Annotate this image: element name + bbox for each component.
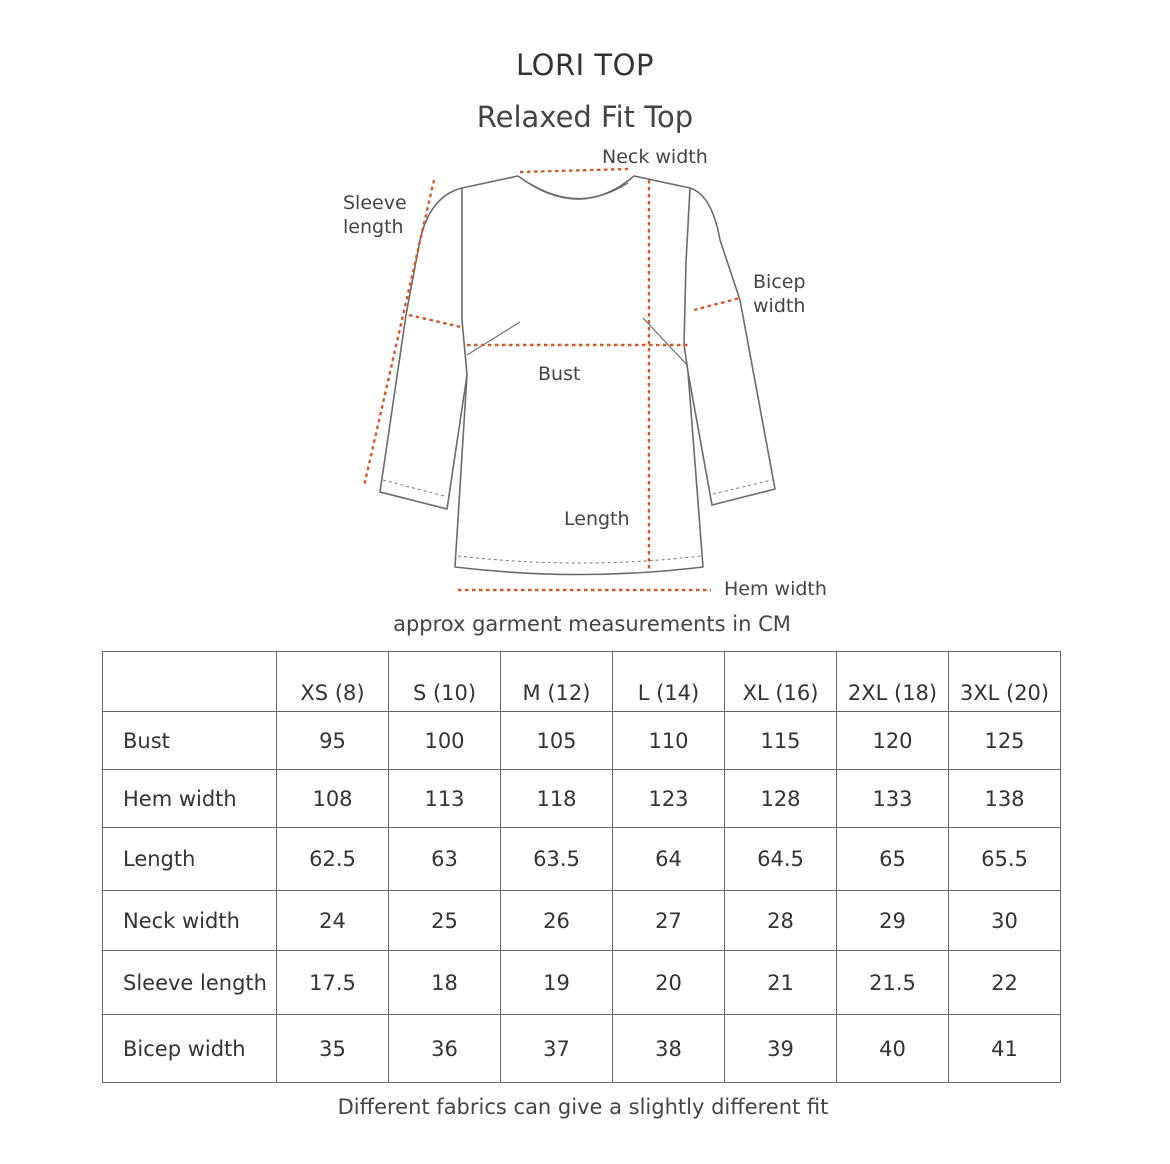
table-cell: 19 — [501, 951, 613, 1015]
size-header: S (10) — [389, 652, 501, 712]
table-cell: 41 — [949, 1015, 1061, 1083]
table-cell: 123 — [613, 770, 725, 828]
table-cell: 100 — [389, 712, 501, 770]
table-cell: 115 — [725, 712, 837, 770]
table-row — [103, 712, 1061, 770]
table-cell: 110 — [613, 712, 725, 770]
table-cell: 38 — [613, 1015, 725, 1083]
table-cell: 17.5 — [277, 951, 389, 1015]
table-cell: 95 — [277, 712, 389, 770]
bust-label: Bust — [538, 363, 581, 385]
fit-note: Different fabrics can give a slightly different fit — [337, 1095, 829, 1119]
hem-width-label: Hem width — [724, 578, 827, 600]
row-label: Sleeve length — [103, 951, 277, 1015]
neck-width-line — [520, 169, 628, 172]
size-table — [102, 651, 1061, 1083]
table-cell: 25 — [389, 891, 501, 951]
size-header: L (14) — [613, 652, 725, 712]
table-row — [103, 828, 1061, 891]
row-label: Neck width — [103, 891, 277, 951]
table-cell: 20 — [613, 951, 725, 1015]
table-cell: 113 — [389, 770, 501, 828]
row-label: Bust — [103, 712, 277, 770]
table-cell: 39 — [725, 1015, 837, 1083]
table-cell: 22 — [949, 951, 1061, 1015]
table-row — [103, 951, 1061, 1015]
neck-width-label: Neck width — [602, 146, 708, 168]
size-header: XL (16) — [725, 652, 837, 712]
sleeve-length-label-line1: Sleeve — [343, 192, 407, 214]
chart-title: LORI TOP — [516, 48, 654, 82]
bicep-width-line-right — [694, 298, 740, 310]
bicep-width-label-line1: Bicep — [753, 271, 806, 293]
bicep-width-line — [409, 315, 461, 327]
table-row — [103, 891, 1061, 951]
table-row — [103, 1015, 1061, 1083]
table-cell: 18 — [389, 951, 501, 1015]
chart-subtitle: Relaxed Fit Top — [476, 100, 694, 134]
row-label: Hem width — [103, 770, 277, 828]
length-label: Length — [564, 508, 630, 530]
size-header: M (12) — [501, 652, 613, 712]
table-row — [103, 770, 1061, 828]
table-cell: 27 — [613, 891, 725, 951]
table-cell: 120 — [837, 712, 949, 770]
table-cell: 40 — [837, 1015, 949, 1083]
table-cell: 64.5 — [725, 828, 837, 891]
measurement-caption: approx garment measurements in CM — [393, 612, 791, 636]
table-cell: 35 — [277, 1015, 389, 1083]
size-header: XS (8) — [277, 652, 389, 712]
table-cell: 125 — [949, 712, 1061, 770]
table-cell: 65.5 — [949, 828, 1061, 891]
row-label: Length — [103, 828, 277, 891]
table-cell: 65 — [837, 828, 949, 891]
table-cell: 26 — [501, 891, 613, 951]
table-cell: 133 — [837, 770, 949, 828]
size-header: 3XL (20) — [949, 652, 1061, 712]
table-cell: 63 — [389, 828, 501, 891]
table-cell: 36 — [389, 1015, 501, 1083]
size-header: 2XL (18) — [837, 652, 949, 712]
corner-cell — [103, 652, 277, 712]
row-label: Bicep width — [103, 1015, 277, 1083]
table-cell: 105 — [501, 712, 613, 770]
table-cell: 108 — [277, 770, 389, 828]
table-cell: 138 — [949, 770, 1061, 828]
table-cell: 21 — [725, 951, 837, 1015]
table-cell: 30 — [949, 891, 1061, 951]
table-cell: 62.5 — [277, 828, 389, 891]
table-cell: 21.5 — [837, 951, 949, 1015]
table-cell: 24 — [277, 891, 389, 951]
table-cell: 29 — [837, 891, 949, 951]
table-cell: 64 — [613, 828, 725, 891]
table-cell: 37 — [501, 1015, 613, 1083]
table-cell: 63.5 — [501, 828, 613, 891]
sleeve-length-label-line2: length — [343, 216, 404, 238]
table-cell: 118 — [501, 770, 613, 828]
table-cell: 28 — [725, 891, 837, 951]
table-cell: 128 — [725, 770, 837, 828]
bicep-width-label-line2: width — [753, 295, 806, 317]
header-row — [103, 652, 1061, 712]
